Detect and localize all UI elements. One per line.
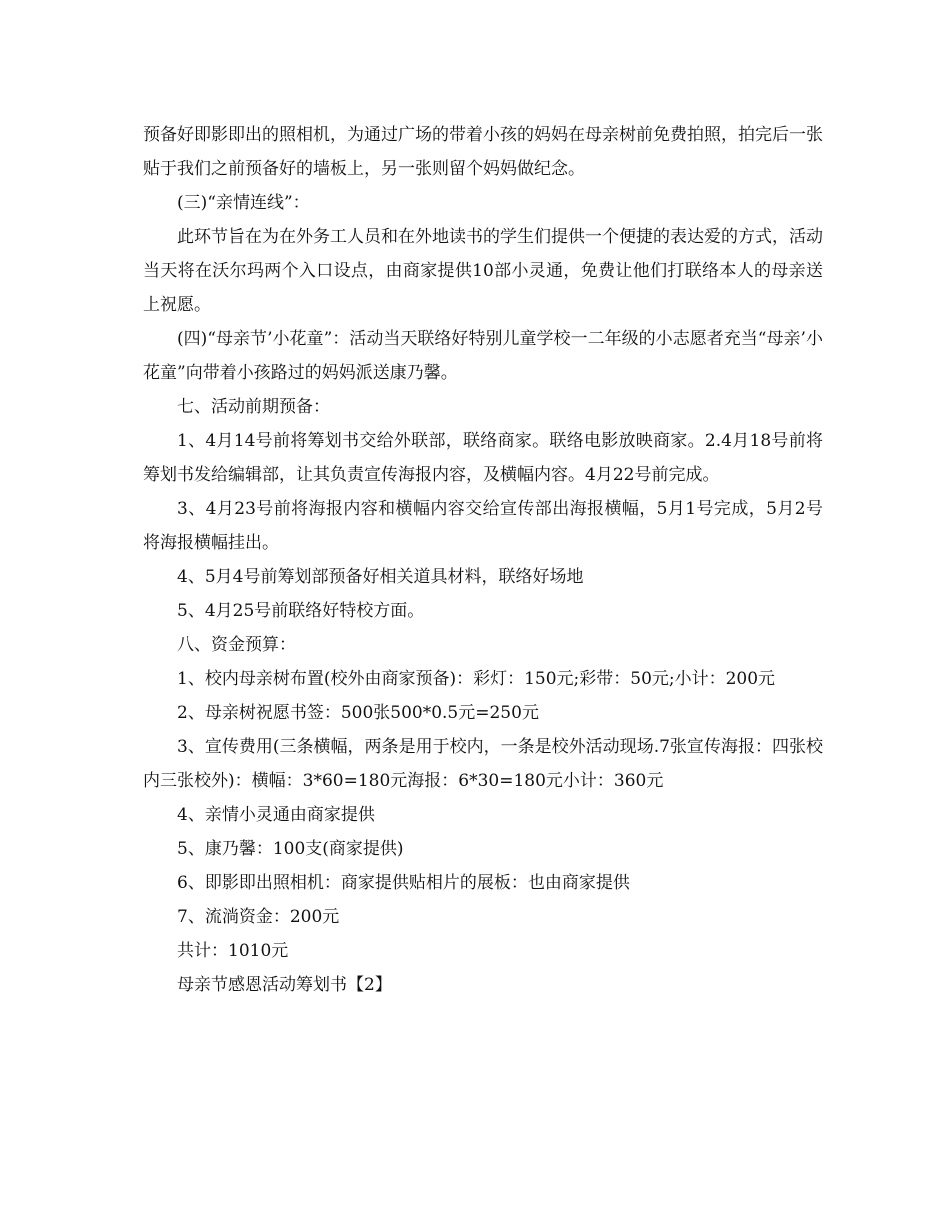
prep-item-1: 1、4月14号前将筹划书交给外联部，联络商家。联络电影放映商家。2.4月18号前将筹划书发给编辑部，让其负责宣传海报内容，及横幅内容。4月22号前完成。 — [143, 431, 823, 485]
prep-item-3: 3、4月23号前将海报内容和横幅内容交给宣传部出海报横幅，5月1号完成，5月2号将海报横幅挂出。 — [143, 499, 823, 553]
budget-item-1: 1、校内母亲树布置(校外由商家预备)：彩灯：150元;彩带：50元;小计：200元 — [177, 669, 776, 689]
budget-item-2: 2、母亲树祝愿书签：500张500*0.5元=250元 — [177, 703, 539, 723]
budget-item-4: 4、亲情小灵通由商家提供 — [177, 805, 375, 825]
document-body — [143, 118, 823, 1002]
budget-total: 共计：1010元 — [177, 941, 289, 961]
budget-item-7: 7、流淌资金：200元 — [177, 907, 340, 927]
budget-item-5: 5、康乃馨：100支(商家提供) — [177, 839, 404, 859]
heading-preparation: 七、活动前期预备： — [177, 397, 330, 417]
paragraph-photo-service: 预备好即影即出的照相机，为通过广场的带着小孩的妈妈在母亲树前免费拍照，拍完后一张贴于我们之前预备好的墙板上，另一张则留个妈妈做纪念。 — [143, 125, 823, 179]
heading-family-call: (三)“亲情连线”： — [177, 193, 310, 213]
prep-item-4: 4、5月4号前筹划部预备好相关道具材料，联络好场地 — [177, 567, 584, 587]
heading-budget: 八、资金预算： — [177, 635, 296, 655]
paragraph-flower-kids: (四)“母亲节’小花童”：活动当天联络好特别儿童学校一二年级的小志愿者充当“母亲’小花童”向带着小孩路过的妈妈派送康乃馨。 — [143, 329, 823, 383]
budget-item-3: 3、宣传费用(三条横幅，两条是用于校内，一条是校外活动现场.7张宣传海报：四张校内三张校外)：横幅：3*60=180元海报：6*30=180元小计：360元 — [143, 737, 823, 791]
budget-item-6: 6、即影即出照相机：商家提供贴相片的展板：也由商家提供 — [177, 873, 630, 893]
paragraph-family-call: 此环节旨在为在外务工人员和在外地读书的学生们提供一个便捷的表达爱的方式，活动当天将在沃尔玛两个入口设点，由商家提供10部小灵通，免费让他们打联络本人的母亲送上祝愿。 — [143, 227, 823, 315]
next-section-title: 母亲节感恩活动筹划书【2】 — [177, 975, 392, 995]
prep-item-5: 5、4月25号前联络好特校方面。 — [177, 601, 425, 621]
